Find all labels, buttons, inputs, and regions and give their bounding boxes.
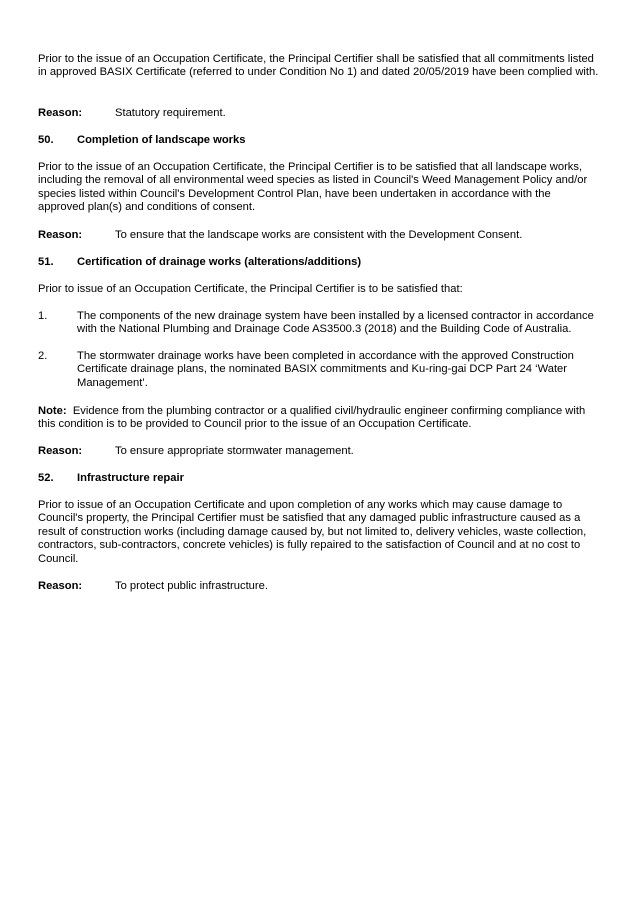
basix-paragraph: Prior to the issue of an Occupation Certificate, the Principal Certifier shall be satisfied that all commitments listed in approved BASIX Certificate (referred to under Condition No 1) and dated 20/05/2019 have been complied with. [38,53,599,79]
list-text: The components of the new drainage system have been installed by a licensed contractor in accordance with the National Plumbing and Drainage Code AS3500.3 (2018) and the Building Code of Australia. [77,310,594,336]
section-52-reason [38,580,600,593]
reason-text: To ensure that the landscape works are consistent with the Development Consent. [115,229,523,241]
section-50-reason [38,229,600,242]
section-title: Infrastructure repair [77,472,184,484]
reason-text: Statutory requirement. [115,107,226,119]
reason-label: Reason: [38,107,83,119]
section-51-reason [38,445,600,458]
section-52-heading [38,472,600,485]
list-item [38,310,600,337]
basix-reason [38,107,600,120]
reason-label: Reason: [38,229,83,241]
section-52-body: Prior to issue of an Occupation Certificate and upon completion of any works which may cause damage to Council's property, the Principal Certifier must be satisfied that any damaged public infrastructure caused as a result of construction works (including damage caused by, but not limited to, delivery vehicles, waste collection, contractors, sub-contractors, concrete vehicles) is fully repaired to the satisfaction of Council and at no cost to Council. [38,499,587,565]
section-title: Completion of landscape works [77,134,246,146]
note-text: Evidence from the plumbing contractor or a qualified civil/hydraulic engineer confirming compliance with this condition is to be provided to Council prior to the issue of an Occupation Certificate. [38,405,586,431]
list-number: 1. [38,310,48,322]
section-51-note [38,405,600,432]
reason-text: To protect public infrastructure. [115,580,268,592]
section-number: 50. [38,134,54,146]
section-number: 52. [38,472,54,484]
section-50-heading [38,134,600,147]
list-number: 2. [38,350,48,362]
note-label: Note: [38,405,67,417]
section-number: 51. [38,256,54,268]
section-51-intro: Prior to issue of an Occupation Certificate, the Principal Certifier is to be satisfied that: [38,283,463,295]
list-item [38,350,600,390]
list-text: The stormwater drainage works have been completed in accordance with the approved Construction Certificate drainage plans, the nominated BASIX commitments and Ku-ring-gai DCP Part 24 ‘Water Management’. [77,350,574,389]
section-50-body: Prior to the issue of an Occupation Certificate, the Principal Certifier is to be satisfied that all landscape works, including the removal of all environmental weed species as listed in Council's Weed Management Policy and/or species listed within Council's Development Control Plan, have been undertaken in accordance with the approved plan(s) and conditions of consent. [38,161,588,214]
reason-label: Reason: [38,580,83,592]
section-title: Certification of drainage works (alterations/additions) [77,256,362,268]
reason-label: Reason: [38,445,83,457]
section-51-heading [38,256,600,269]
reason-text: To ensure appropriate stormwater management. [115,445,354,457]
